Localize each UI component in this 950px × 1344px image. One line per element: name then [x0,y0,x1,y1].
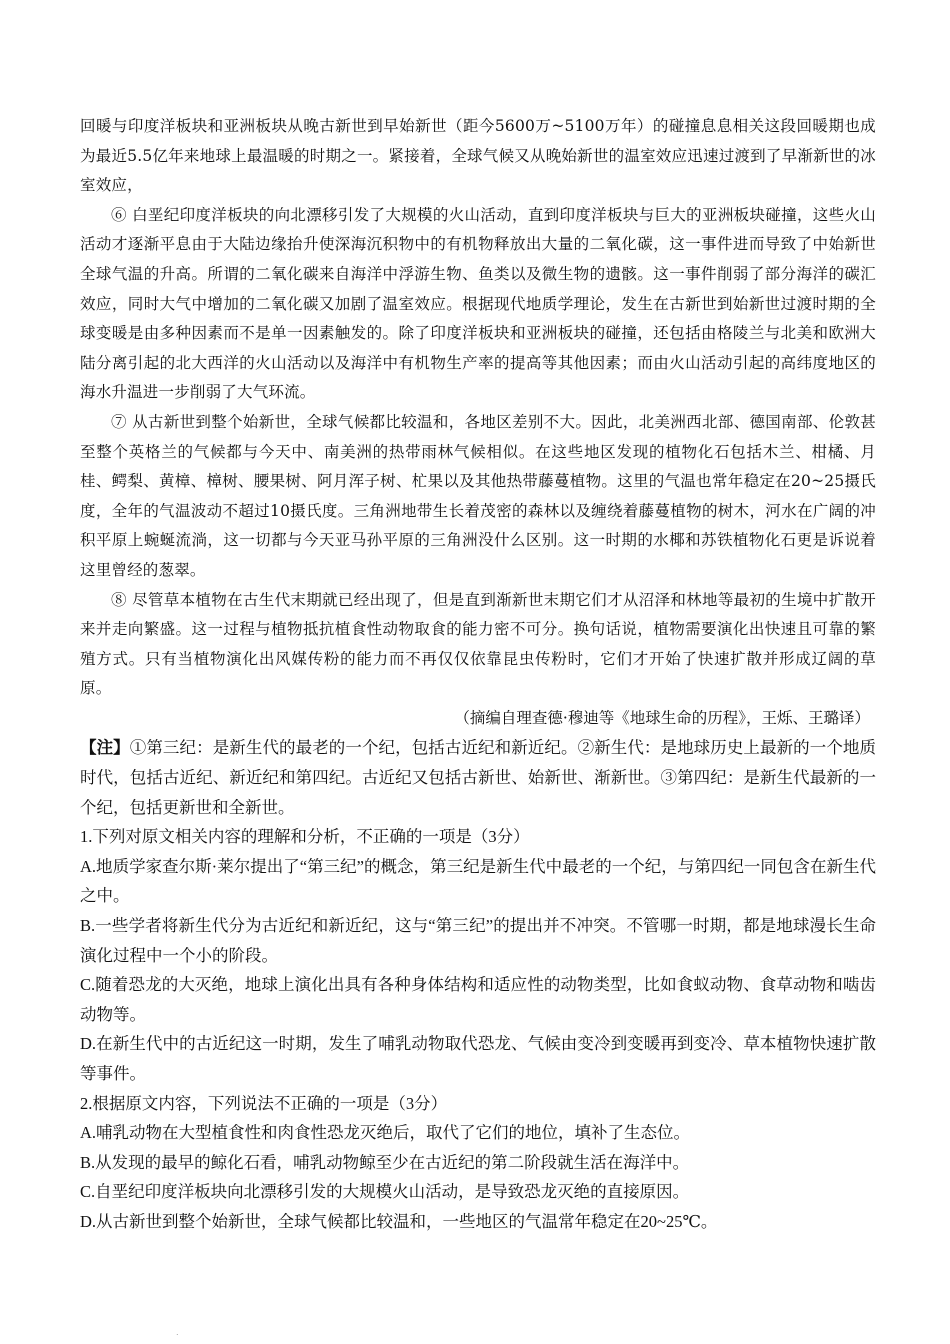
footer-mark: . [176,1328,179,1337]
option-a: A.哺乳动物在大型植食性和肉食性恐龙灭绝后，取代了它们的地位，填补了生态位。 [80,1123,691,1143]
option-d: D.在新生代中的古近纪这一时期，发生了哺乳动物取代恐龙、气候由变冷到变暖再到变冷、草本植物快速扩散等事件。 [80,1034,876,1083]
source-citation: （摘编自理查德·穆迪等《地球生命的历程》，王烁、王璐译） [454,708,870,727]
option-a: A.地质学家查尔斯·莱尔提出了“第三纪”的概念，第三纪是新生代中最老的一个纪，与第四纪一同包含在新生代之中。 [80,856,876,906]
paragraph-7: ⑦ 从古新世到整个始新世，全球气候都比较温和，各地区差别不大。因此，北美洲西北部、德国南部、伦敦甚至整个英格兰的气候都与今天中、南美洲的热带雨林气候相似。在这些地区发现的植物化石包括木兰、柑橘、月桂、鳄梨、黄樟、樟树、腰果树、阿月浑子树、杧果以及其他热带藤蔓植物。这里的气温也常年稳定在20~25摄氏度，全年的气温波动不超过10摄氏度。三角洲地带生长着茂密的森林以及缠绕着藤蔓植物的树木，河水在广阔的冲积平原上蜿蜒流淌，这一切都与今天亚马孙平原的三角洲没什么区别。这一时期的水椰和苏铁植物化石更是诉说着这里曾经的葱翠。 [80,412,876,579]
option-c: C.随着恐龙的大灭绝，地球上演化出具有各种身体结构和适应性的动物类型，比如食蚁动物、食草动物和啮齿动物等。 [80,975,876,1024]
option-b: B.从发现的最早的鲸化石看，哺乳动物鲸至少在古近纪的第二阶段就生活在海洋中。 [80,1152,690,1172]
note-text: ①第三纪：是新生代的最老的一个纪，包括古近纪和新近纪。②新生代：是地球历史上最新的一个地质时代，包括古近纪、新近纪和第四纪。古近纪又包括古新世、始新世、渐新世。③第四纪：是新生代最新的一个纪，包括更新世和全新世。 [80,738,877,817]
question-stem: 1.下列对原文相关内容的理解和分析，不正确的一项是（3分） [80,827,530,847]
article-body [80,112,876,1237]
option-d: D.从古新世到整个始新世，全球气候都比较温和，一些地区的气温常年稳定在20~25℃。 [80,1211,718,1231]
option-b: B.一些学者将新生代分为古近纪和新近纪，这与“第三纪”的提出并不冲突。不管哪一时期，都是地球漫长生命演化过程中一个小的阶段。 [80,916,876,965]
question-stem: 2.根据原文内容，下列说法不正确的一项是（3分） [80,1093,448,1113]
paragraph-6: ⑥ 白垩纪印度洋板块的向北漂移引发了大规模的火山活动，直到印度洋板块与巨大的亚洲板块碰撞，这些火山活动才逐渐平息由于大陆边缘抬升使深海沉积物中的有机物释放出大量的二氧化碳，这一事件进而导致了中始新世全球气温的升高。所谓的二氧化碳来自海洋中浮游生物、鱼类以及微生物的遗骸。这一事件削弱了部分海洋的碳汇效应，同时大气中增加的二氧化碳又加剧了温室效应。根据现代地质学理论，发生在古新世到始新世过渡时期的全球变暖是由多种因素而不是单一因素触发的。除了印度洋板块和亚洲板块的碰撞，还包括由格陵兰与北美和欧洲大陆分离引起的北大西洋的火山活动以及海洋中有机物生产率的提高等其他因素；而由火山活动引起的高纬度地区的海水升温进一步削弱了大气环流。 [80,205,876,402]
paragraph-8: ⑧ 尽管草本植物在古生代末期就已经出现了，但是直到渐新世末期它们才从沼泽和林地等最初的生境中扩散开来并走向繁盛。这一过程与植物抵抗植食性动物取食的能力密不可分。换句话说，植物需要演化出快速且可靠的繁殖方式。只有当植物演化出风媒传粉的能力而不再仅仅依靠昆虫传粉时，它们才开始了快速扩散并形成辽阔的草原。 [80,590,876,698]
option-c: C.自垩纪印度洋板块向北漂移引发的大规模火山活动，是导致恐龙灭绝的直接原因。 [80,1182,690,1202]
question-1 [80,822,876,1088]
note-label: 【注】 [80,738,130,758]
annotation-note [80,733,876,822]
question-2 [80,1089,876,1237]
paragraph-continued: 回暖与印度洋板块和亚洲板块从晚古新世到早始新世（距今5600万~5100万年）的碰撞息息相关这段回暖期也成为最近5.5亿年来地球上最温暖的时期之一。紧接着，全球气候又从晚始新世的温室效应迅速过渡到了早渐新世的冰室效应， [80,117,876,195]
